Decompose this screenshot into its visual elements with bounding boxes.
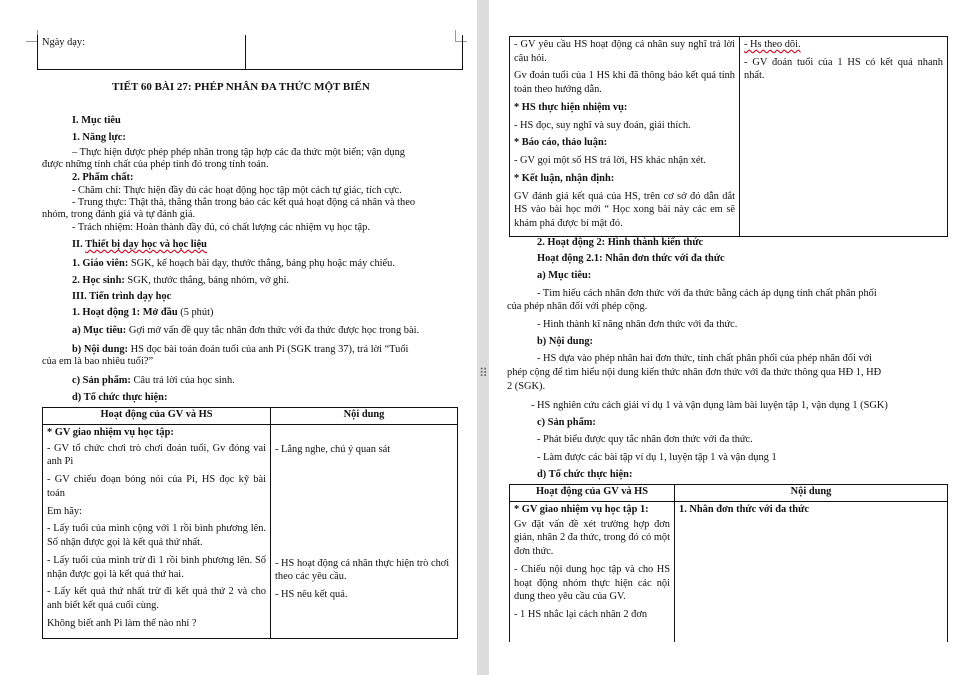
page-gap [477, 0, 489, 675]
objective-1b: của phép nhân đối với phép cộng. [507, 301, 648, 312]
content-cell-cont: - Hs theo dõi. - GV đoán tuổi của 1 HS có kết quả nhanh nhất. [740, 37, 948, 237]
date-table [37, 35, 463, 70]
activity-1-organize: d) Tổ chức thực hiện: [72, 392, 168, 403]
date-empty-cell [246, 35, 463, 69]
activity-2-heading: 2. Hoạt động 2: Hình thành kiến thức [537, 237, 704, 248]
section-process: III. Tiến trình dạy học [72, 291, 172, 302]
content-1b: phép cộng để tìm hiểu nội dung kiến thức nhân đơn thức với đa thức thông qua HĐ 1, HĐ [507, 367, 882, 378]
product-label: c) Sản phẩm: [537, 417, 596, 428]
quality-1: - Chăm chỉ: Thực hiện đầy đủ các hoạt động học tập một cách tự giác, tích cực. [72, 185, 402, 196]
teacher-materials: 1. Giáo viên: SGK, kế hoạch bài dạy, thước thẳng, bảng phụ hoặc máy chiếu. [72, 258, 395, 269]
activity-2-table [509, 484, 948, 642]
col-header-content-2: Nội dung [675, 485, 948, 502]
quality-3: - Trách nhiệm: Hoàn thành đầy đủ, có chất lượng các nhiệm vụ học tập. [72, 222, 370, 233]
quality-2a: - Trung thực: Thật thà, thẳng thắn trong báo các kết quả hoạt động cá nhân và theo [72, 197, 416, 208]
content-cell-2: 1. Nhân đơn thức với đa thức [675, 502, 948, 642]
quality-heading: 2. Phẩm chất: [72, 172, 134, 183]
objective-label: a) Mục tiêu: [537, 270, 592, 281]
competency-heading: 1. Năng lực: [72, 132, 126, 143]
product-2: - Làm được các bài tập ví dụ 1, luyện tập 1 và vận dụng 1 [537, 452, 777, 463]
student-materials: 2. Học sinh: SGK, thước thẳng, bảng nhóm, vở ghi. [72, 275, 289, 286]
document-page-2 [489, 0, 961, 675]
col-header-activities: Hoạt động của GV và HS [43, 408, 271, 425]
activity-1-table-cont [509, 36, 948, 237]
drag-handle-icon[interactable]: ⠿ [479, 366, 487, 380]
date-label: Ngày dạy: [38, 35, 246, 69]
content-1c: 2 (SGK). [507, 381, 546, 392]
activity-2-1-heading: Hoạt động 2.1: Nhân đơn thức với đa thức [537, 253, 725, 264]
activity-1-heading: 1. Hoạt động 1: Mở đầu (5 phút) [72, 307, 214, 318]
quality-2b: nhóm, trong đánh giá và tự đánh giá. [42, 209, 196, 220]
lesson-title: TIẾT 60 BÀI 27: PHÉP NHÂN ĐA THỨC MỘT BIẾN [112, 81, 370, 93]
activity-1-content: b) Nội dung: HS đọc bài toán đoán tuổi của anh Pi (SGK trang 37), trả lời “Tuổi [72, 344, 409, 355]
section-equipment: II. Thiết bị dạy học và học liệu [72, 239, 207, 250]
organize-label: d) Tổ chức thực hiện: [537, 469, 633, 480]
competency-line-1: – Thực hiện được phép phép nhân trong tập hợp các đa thức một biến; vận dụng [72, 147, 405, 158]
content-label: b) Nội dung: [537, 336, 594, 347]
objective-2: - Hình thành kĩ năng nhân đơn thức với đa thức. [537, 319, 738, 330]
activities-cell: * GV giao nhiệm vụ học tập: - GV tổ chức chơi trò chơi đoán tuổi, Gv đóng vai anh Pi - GV chiếu đoạn bóng nói của Pi, HS đọc kỹ bài toán Em hãy: - Lấy tuổi của mình cộng với 1 rồi bình phương lên. Số nhận được gọi là kết quả thứ nhất. - Lấy tuổi của mình trừ đi 1 rồi bình phương lên. Số nhận được gọi là kết quả thứ hai. - Lấy kết quả thứ nhất trừ đi kết quả thứ 2 và cho anh biết kết quả cuối cùng. Không biết anh Pi làm thế nào nhỉ ? [43, 425, 271, 639]
activity-1-table [42, 407, 458, 639]
col-header-content: Nội dung [271, 408, 458, 425]
product-1: - Phát biểu được quy tắc nhân đơn thức với đa thức. [537, 434, 753, 445]
content-1a: - HS dựa vào phép nhân hai đơn thức, tính chất phân phối của phép nhân đối với [537, 353, 873, 364]
objective-1: - Tìm hiểu cách nhân đơn thức với đa thức bằng cách áp dụng tính chất phân phối [537, 288, 877, 299]
activity-1-objective: a) Mục tiêu: Gợi mở vấn đề quy tắc nhân đơn thức với đa thức được học trong bài. [72, 325, 420, 336]
content-cell: - Lắng nghe, chú ý quan sát - HS hoạt động cá nhân thực hiện trò chơi theo các yêu cầu. - HS nêu kết quả. [271, 425, 458, 639]
competency-line-2: được những tính chất của phép tính đó trong tính toán. [42, 159, 269, 170]
activities-cell-2: * GV giao nhiệm vụ học tập 1: Gv đặt vấn đề xét trường hợp đơn giản, nhân 2 đa thức, trong đó có một đơn thức. - Chiếu nội dung học tập và cho HS hoạt động nhóm thực hiện các nội dung theo yêu cầu của GV. - 1 HS nhắc lại cách nhân 2 đơn [510, 502, 675, 642]
content-2: - HS nghiên cứu cách giải ví dụ 1 và vận dụng làm bài luyện tập 1, vận dụng 1 (SGK) [531, 400, 888, 411]
document-page-1 [0, 0, 477, 675]
activity-1-product: c) Sản phẩm: Câu trả lời của học sinh. [72, 375, 235, 386]
col-header-activities-2: Hoạt động của GV và HS [510, 485, 675, 502]
section-objectives: I. Mục tiêu [72, 115, 121, 126]
activities-cell-cont: - GV yêu cầu HS hoạt động cá nhân suy nghĩ trả lời câu hỏi. Gv đoán tuổi của 1 HS khi đã thông báo kết quả tính toán theo hướng dẫn. * HS thực hiện nhiệm vụ: - HS đọc, suy nghĩ và suy đoán, giải thích. * Báo cáo, thảo luận: - GV gọi một số HS trả lời, HS khác nhận xét. * Kết luận, nhận định: GV đánh giá kết quả của HS, trên cơ sở đó dẫn dắt HS vào bài học mới “ Học xong bài này các em sẽ khám phá được bí mật đó. [510, 37, 740, 237]
activity-1-content-cont: của em là bao nhiêu tuổi?” [42, 356, 154, 367]
